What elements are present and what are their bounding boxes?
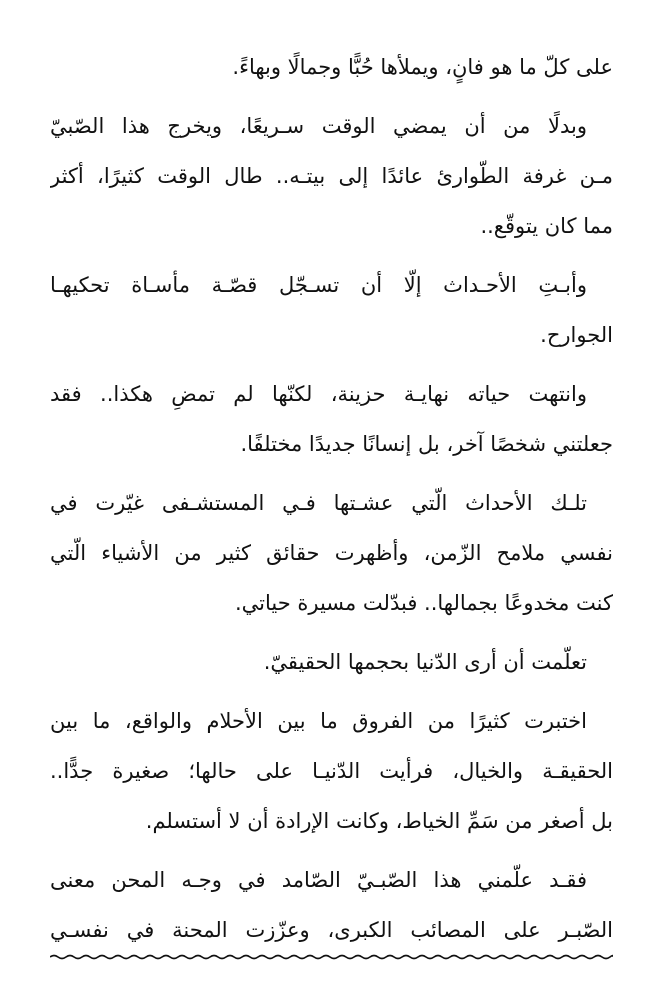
text-line: فقـد علّمني هذا الصّبـيّ الصّامد في وجـه المحن معنى: [50, 868, 587, 892]
text-line: وبدلًا من أن يمضي الوقت سـريعًا، ويخرج هذا الصّبيّ: [50, 114, 587, 138]
paragraph-4: [50, 369, 613, 469]
text-line: الصّبـر على المصائب الكبرى، وعزّزت المحنة في نفسـي: [50, 918, 613, 942]
text-line: تعلّمت أن أرى الدّنيا بحجمها الحقيقيّ.: [263, 650, 587, 674]
text-line: مما كان يتوقّع..: [480, 214, 613, 238]
text-line: كنت مخدوعًا بجمالها.. فبدّلت مسيرة حياتي.: [234, 591, 613, 615]
paragraph-6: [50, 637, 613, 687]
text-line: الجوارح.: [540, 323, 613, 347]
page-body: [50, 42, 613, 964]
text-line: على كلّ ما هو فانٍ، ويملأها حُبًّا وجمالًا وبهاءً.: [232, 55, 613, 79]
paragraph-3: [50, 260, 613, 360]
paragraph-5: [50, 478, 613, 628]
paragraph-7: [50, 696, 613, 846]
text-line: بل أصغر من سَمِّ الخياط، وكانت الإرادة أن لا أستسلم.: [145, 809, 613, 833]
text-line: وأبـتِ الأحـداث إلّا أن تسـجّل قصّـة مأسـاة تحكيهـا: [50, 273, 587, 297]
text-line: تلـك الأحداث الّتي عشـتها فـي المستشـفى غيّرت في: [50, 491, 587, 515]
text-line: نفسي ملامح الزّمن، وأظهرت حقائق كثير من الأشياء الّتي: [50, 541, 613, 565]
text-line: الحقيقـة والخيال، فرأيت الدّنيـا على حالها؛ صغيرة جدًّا..: [50, 759, 613, 783]
text-line: اختبرت كثيرًا من الفروق ما بين الأحلام والواقع، ما بين: [50, 709, 587, 733]
text-line: وانتهت حياته نهايـة حزينة، لكنّها لم تمضِ هكذا.. فقد: [50, 382, 587, 406]
paragraph-8: [50, 855, 613, 955]
paragraph-2: [50, 101, 613, 251]
text-line: مـن غرفة الطّوارئ عائدًا إلى بيتـه.. طال الوقت كثيرًا، أكثر: [50, 164, 613, 188]
wavy-divider-line: [50, 956, 613, 959]
wavy-divider: [50, 950, 613, 964]
paragraph-1: [50, 42, 613, 92]
text-line: جعلتني شخصًا آخر، بل إنسانًا جديدًا مختلفًا.: [240, 432, 613, 456]
